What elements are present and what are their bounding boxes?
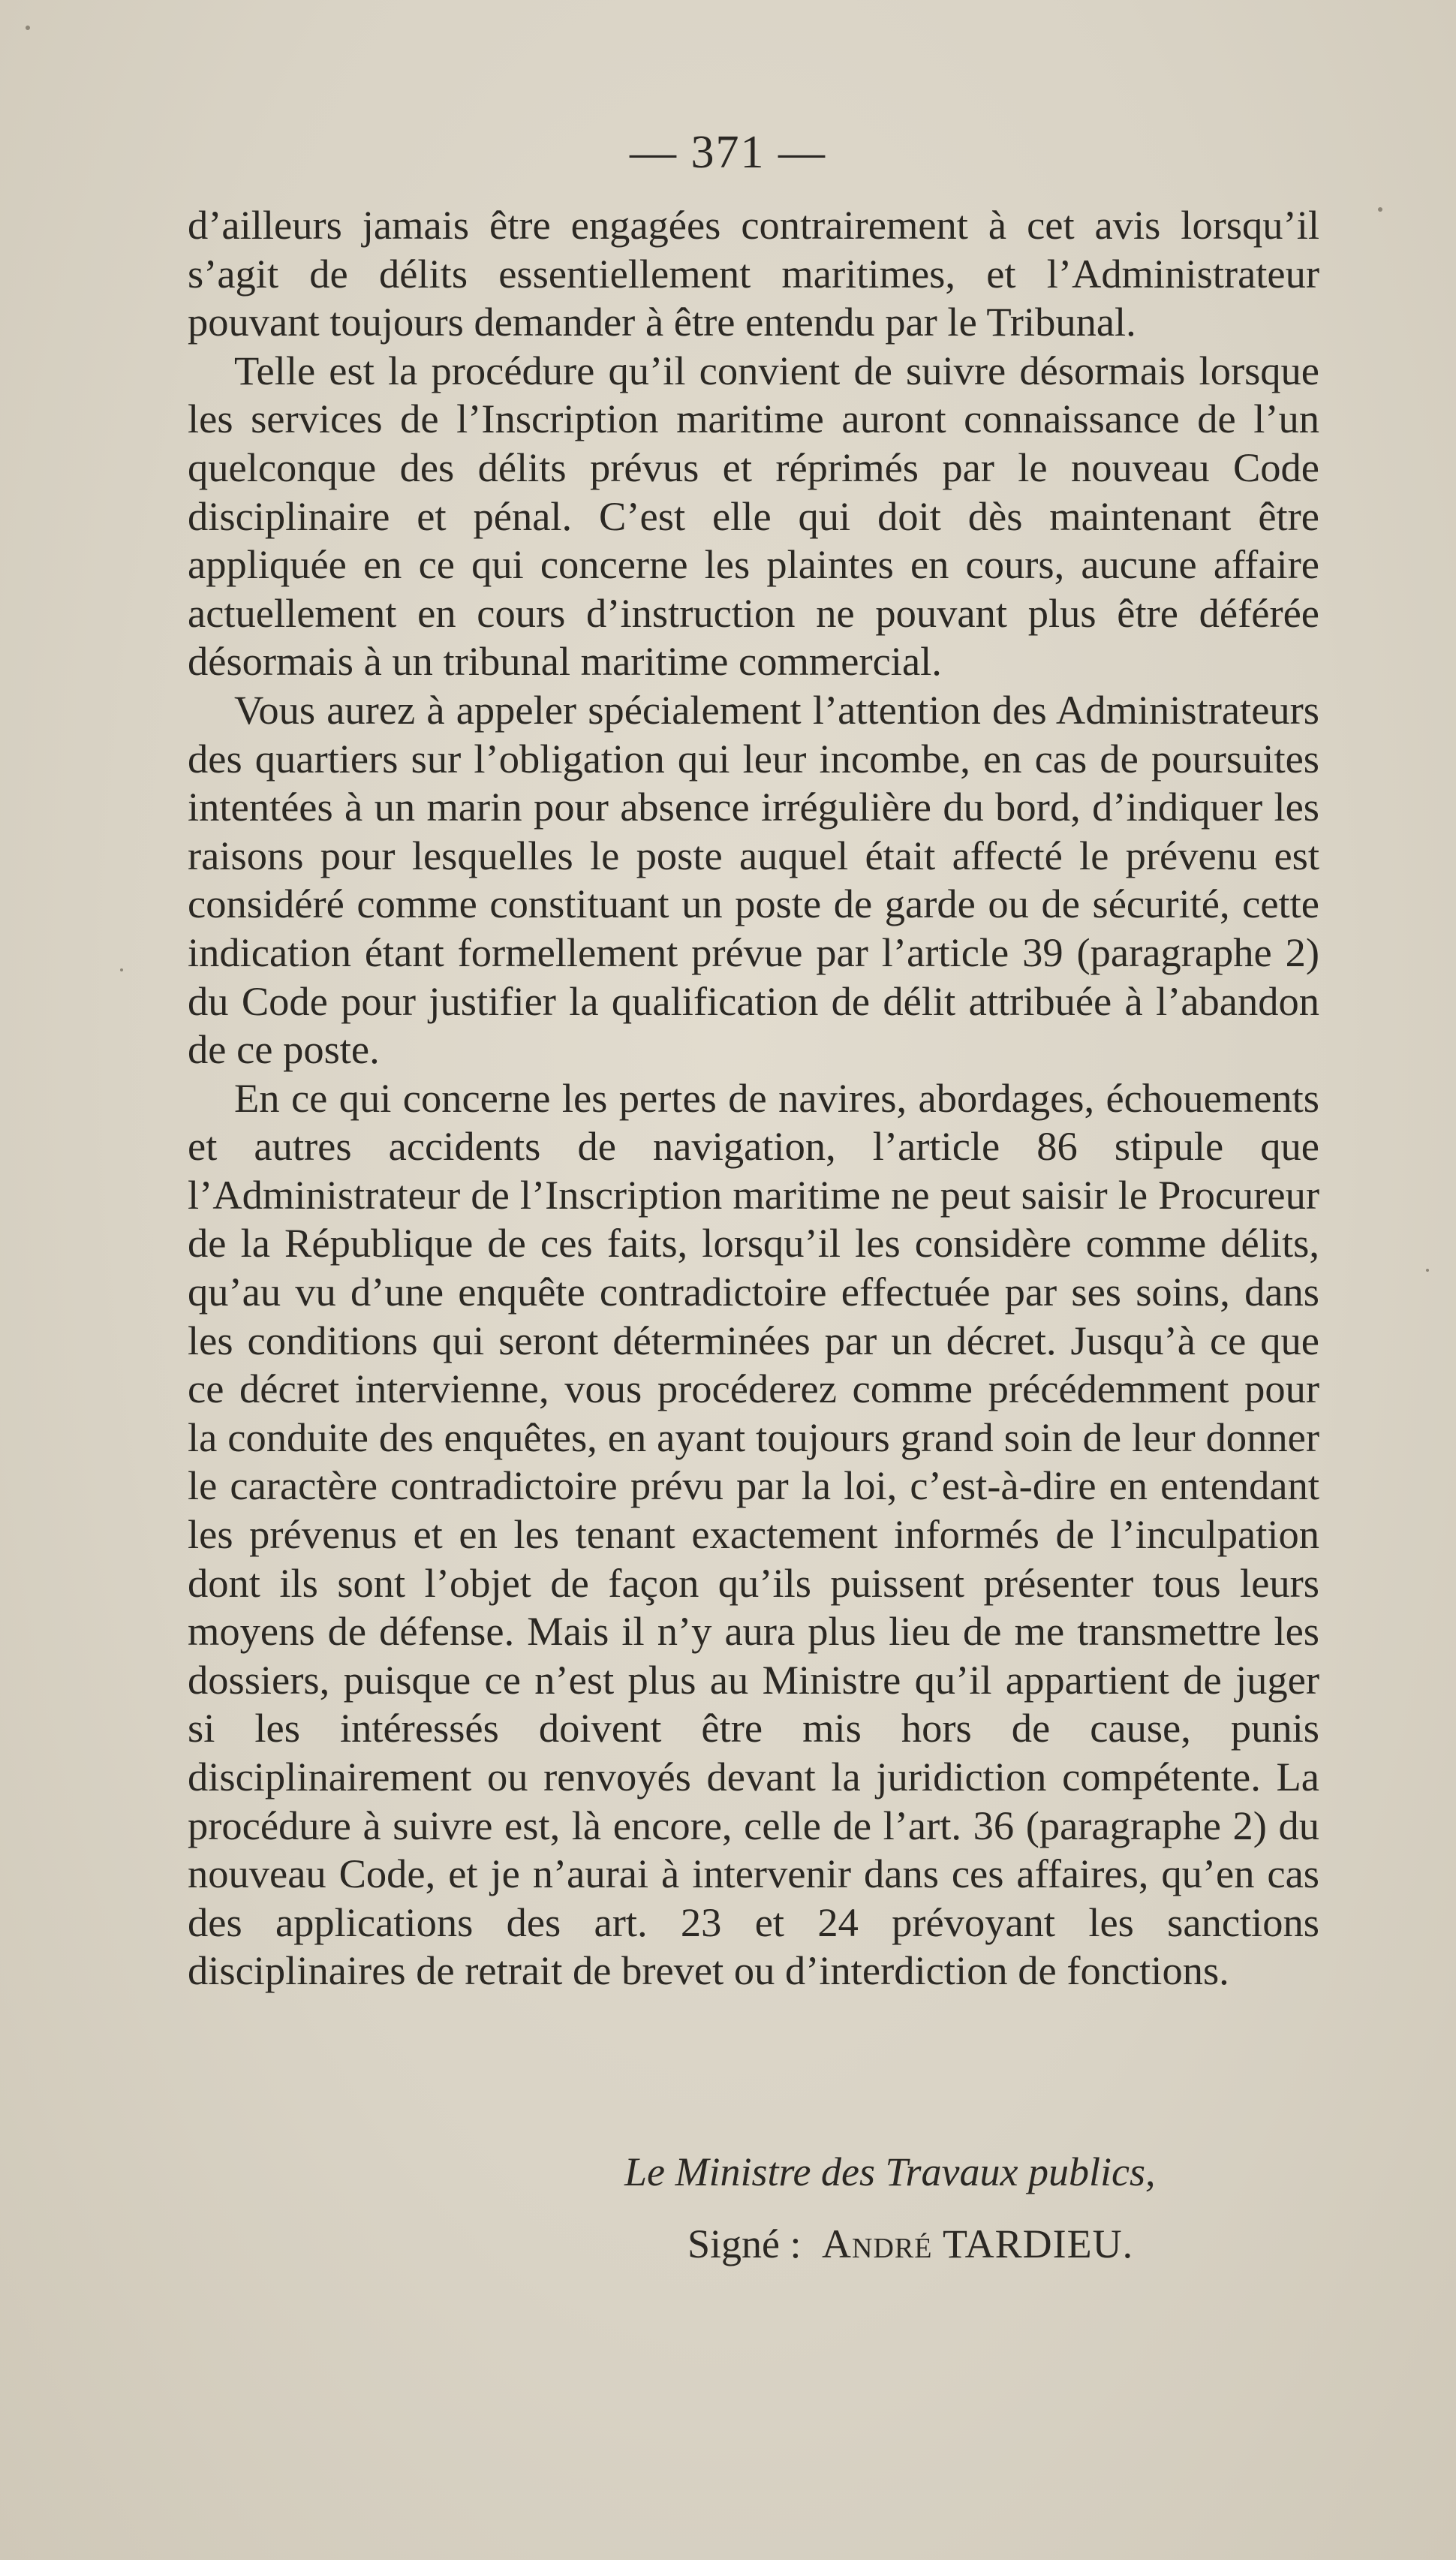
paper-speck: [1426, 1269, 1429, 1272]
paper-speck: [26, 26, 30, 30]
signature-title: Le Ministre des Travaux publics,: [624, 2149, 1156, 2194]
signature-name: André TARDIEU.: [822, 2221, 1134, 2266]
paragraph-continuation: d’ailleurs jamais être engagées contrairement à cet avis lorsqu’il s’agit de délits essentiellement maritimes, et l’Administrateur pouvant toujours demander à être entendu par le Tribunal.: [188, 202, 1319, 345]
body-text: [188, 201, 1319, 1995]
page-number: — 371 —: [630, 127, 826, 178]
signature-block: [0, 2221, 1456, 2267]
paragraph-accidents: En ce qui concerne les pertes de navires, abordages, échouements et autres accidents de navigation, l’article 86 stipule que l’Administrateur de l’Inscription maritime ne peut saisir le Procureur de la République de ces faits, lorsqu’il les considère comme délits, qu’au vu d’une enquête contradictoire effectuée par ses soins, dans les conditions qui seront déterminées par un décret. Jusqu’à ce que ce décret intervienne, vous procéderez comme précédemment pour la conduite des enquêtes, en ayant toujours grand soin de leur donner le caractère contradictoire prévu par la loi, c’est-à-dire en entendant les prévenus et en les tenant exactement informés de l’inculpation dont ils sont l’objet de façon qu’ils puissent présenter tous leurs moyens de défense. Mais il n’y aura plus lieu de me transmettre les dossiers, puisque ce n’est plus au Ministre qu’il appartient de juger si les intéressés doivent être mis hors de cause, punis disciplinairement ou renvoyés devant la juridiction compétente. La procédure à suivre est, là encore, celle de l’art. 36 (paragraphe 2) du nouveau Code, et je n’aurai à intervenir dans ces affaires, qu’en cas des applications des art. 23 et 24 prévoyant les sanctions disciplinaires de retrait de brevet ou d’interdiction de fonctions.: [188, 1074, 1319, 1994]
paper-speck: [120, 968, 123, 971]
paper-speck: [1378, 207, 1382, 212]
paragraph-procedure: Telle est la procédure qu’il convient de suivre désormais lorsque les services de l’Inscription maritime auront connaissance de l’un quelconque des délits prévus et réprimés par le nouveau Code disciplinaire et pénal. C’est elle qui doit dès maintenant être appliquée en ce qui concerne les plaintes en cours, aucune affaire actuellement en cours d’instruction ne pouvant plus être déférée désormais à un tribunal maritime commercial.: [188, 347, 1319, 685]
paragraph-absence: Vous aurez à appeler spécialement l’attention des Administrateurs des quartiers sur l’obligation qui leur incombe, en cas de poursuites intentées à un marin pour absence irrégulière du bord, d’indiquer les raisons pour lesquelles le poste auquel était affecté le prévenu est considéré comme constituant un poste de garde ou de sécurité, cette indication étant formellement prévue par l’article 39 (paragraphe 2) du Code pour justifier la qualification de délit attribuée à l’abandon de ce poste.: [188, 686, 1319, 1073]
signature-label: Signé :: [687, 2221, 802, 2266]
